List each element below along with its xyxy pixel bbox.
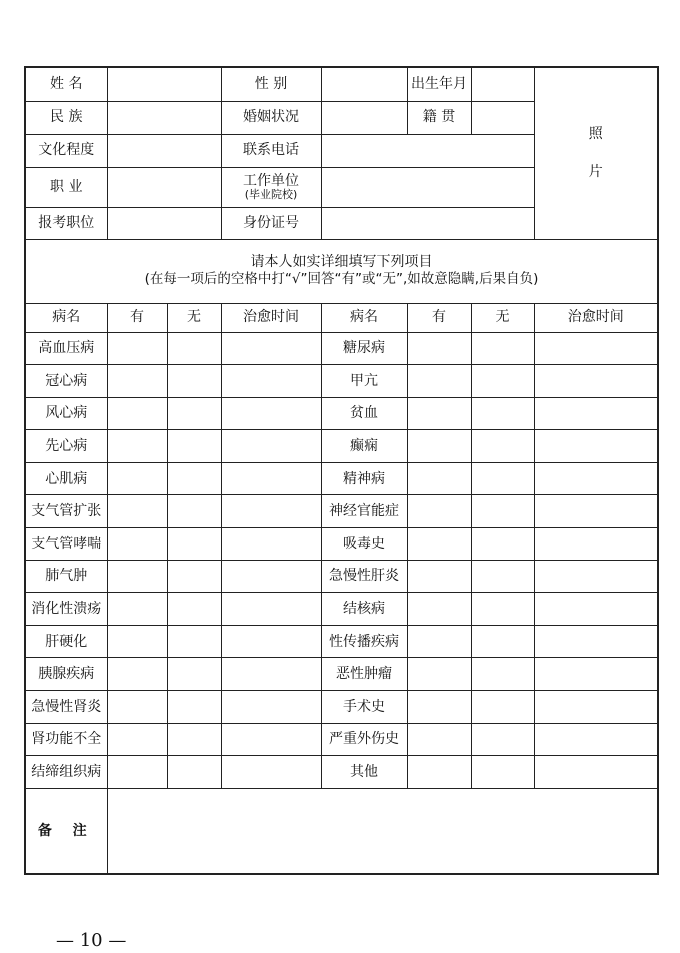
- cured-time-left[interactable]: [221, 495, 321, 528]
- no-checkbox-left[interactable]: [167, 593, 221, 626]
- no-checkbox-left[interactable]: [167, 658, 221, 691]
- cured-time-left[interactable]: [221, 430, 321, 463]
- cured-time-left[interactable]: [221, 365, 321, 398]
- header-yes-right: 有: [407, 303, 471, 332]
- photo-label-1: 照: [588, 126, 603, 143]
- yes-checkbox-right[interactable]: [407, 365, 471, 398]
- disease-name-right: 甲亢: [321, 365, 407, 398]
- cured-time-left[interactable]: [221, 658, 321, 691]
- header-yes-left: 有: [107, 303, 167, 332]
- workplace-sub-label: (毕业院校): [244, 187, 298, 201]
- no-checkbox-right[interactable]: [471, 495, 534, 528]
- yes-checkbox-left[interactable]: [107, 560, 167, 593]
- workplace-field[interactable]: [321, 167, 534, 207]
- no-checkbox-right[interactable]: [471, 691, 534, 724]
- cured-time-right[interactable]: [534, 430, 658, 463]
- education-field[interactable]: [107, 134, 221, 167]
- gender-label: 性 别: [221, 67, 321, 101]
- disease-name-left: 急慢性肾炎: [25, 691, 107, 724]
- disease-name-left: 胰腺疾病: [25, 658, 107, 691]
- yes-checkbox-left[interactable]: [107, 397, 167, 430]
- yes-checkbox-right[interactable]: [407, 756, 471, 789]
- yes-checkbox-right[interactable]: [407, 625, 471, 658]
- cured-time-right[interactable]: [534, 756, 658, 789]
- photo-label-2: 片: [588, 164, 603, 181]
- cured-time-left[interactable]: [221, 593, 321, 626]
- no-checkbox-left[interactable]: [167, 365, 221, 398]
- yes-checkbox-right[interactable]: [407, 462, 471, 495]
- notice: [25, 239, 658, 303]
- position-field[interactable]: [107, 207, 221, 239]
- cured-time-left[interactable]: [221, 625, 321, 658]
- table-row: [25, 462, 658, 495]
- table-row: [25, 691, 658, 724]
- disease-name-right: 手术史: [321, 691, 407, 724]
- disease-name-left: 风心病: [25, 397, 107, 430]
- no-checkbox-right[interactable]: [471, 528, 534, 561]
- workplace-label-text: 工作单位: [243, 172, 299, 189]
- no-checkbox-right[interactable]: [471, 332, 534, 365]
- no-checkbox-left[interactable]: [167, 723, 221, 756]
- table-row: [25, 397, 658, 430]
- no-checkbox-right[interactable]: [471, 397, 534, 430]
- yes-checkbox-right[interactable]: [407, 397, 471, 430]
- ethnicity-field[interactable]: [107, 101, 221, 134]
- yes-checkbox-right[interactable]: [407, 658, 471, 691]
- table-row: [25, 658, 658, 691]
- yes-checkbox-left[interactable]: [107, 625, 167, 658]
- cured-time-right[interactable]: [534, 723, 658, 756]
- yes-checkbox-right[interactable]: [407, 593, 471, 626]
- cured-time-right[interactable]: [534, 560, 658, 593]
- disease-name-left: 支气管哮喘: [25, 528, 107, 561]
- no-checkbox-right[interactable]: [471, 430, 534, 463]
- table-row: [25, 625, 658, 658]
- no-checkbox-right[interactable]: [471, 625, 534, 658]
- disease-name-right: 癫痫: [321, 430, 407, 463]
- table-row: [25, 495, 658, 528]
- no-checkbox-left[interactable]: [167, 560, 221, 593]
- yes-checkbox-right[interactable]: [407, 723, 471, 756]
- disease-name-right: 结核病: [321, 593, 407, 626]
- no-checkbox-right[interactable]: [471, 593, 534, 626]
- cured-time-right[interactable]: [534, 397, 658, 430]
- no-checkbox-left[interactable]: [167, 756, 221, 789]
- cured-time-right[interactable]: [534, 528, 658, 561]
- remarks-label: 备 注: [25, 788, 107, 874]
- no-checkbox-right[interactable]: [471, 723, 534, 756]
- disease-name-right: 神经官能症: [321, 495, 407, 528]
- occupation-field[interactable]: [107, 167, 221, 207]
- position-label: 报考职位: [25, 207, 107, 239]
- origin-field[interactable]: [471, 101, 534, 134]
- marital-field[interactable]: [321, 101, 407, 134]
- no-checkbox-left[interactable]: [167, 430, 221, 463]
- yes-checkbox-left[interactable]: [107, 528, 167, 561]
- id-label: 身份证号: [221, 207, 321, 239]
- disease-name-left: 冠心病: [25, 365, 107, 398]
- header-cured-left: 治愈时间: [221, 303, 321, 332]
- phone-field[interactable]: [321, 134, 534, 167]
- cured-time-left[interactable]: [221, 691, 321, 724]
- cured-time-right[interactable]: [534, 365, 658, 398]
- header-cured-right: 治愈时间: [534, 303, 658, 332]
- disease-name-right: 精神病: [321, 462, 407, 495]
- disease-name-right: 性传播疾病: [321, 625, 407, 658]
- cured-time-right[interactable]: [534, 625, 658, 658]
- disease-name-right: 贫血: [321, 397, 407, 430]
- cured-time-right[interactable]: [534, 593, 658, 626]
- yes-checkbox-left[interactable]: [107, 756, 167, 789]
- yes-checkbox-left[interactable]: [107, 462, 167, 495]
- yes-checkbox-left[interactable]: [107, 430, 167, 463]
- disease-name-right: 糖尿病: [321, 332, 407, 365]
- cured-time-left[interactable]: [221, 756, 321, 789]
- birth-field[interactable]: [471, 67, 534, 101]
- yes-checkbox-right[interactable]: [407, 691, 471, 724]
- disease-name-left: 消化性溃疡: [25, 593, 107, 626]
- cured-time-left[interactable]: [221, 332, 321, 365]
- disease-name-right: 急慢性肝炎: [321, 560, 407, 593]
- cured-time-right[interactable]: [534, 462, 658, 495]
- health-form: [24, 66, 659, 875]
- disease-name-right: 严重外伤史: [321, 723, 407, 756]
- remarks-field[interactable]: [107, 788, 658, 874]
- table-row: [25, 332, 658, 365]
- no-checkbox-right[interactable]: [471, 365, 534, 398]
- birth-label: 出生年月: [407, 67, 471, 101]
- cured-time-left[interactable]: [221, 397, 321, 430]
- gender-field[interactable]: [321, 67, 407, 101]
- no-checkbox-left[interactable]: [167, 691, 221, 724]
- no-checkbox-left[interactable]: [167, 625, 221, 658]
- disease-name-right: 其他: [321, 756, 407, 789]
- workplace-label: [221, 167, 321, 207]
- table-row: [25, 528, 658, 561]
- no-checkbox-right[interactable]: [471, 658, 534, 691]
- notice-subtitle: (在每一项后的空格中打“√”回答“有”或“无”,如故意隐瞒,后果自负): [144, 271, 539, 288]
- cured-time-left[interactable]: [221, 462, 321, 495]
- id-field[interactable]: [321, 207, 534, 239]
- disease-name-left: 心肌病: [25, 462, 107, 495]
- disease-name-left: 肝硬化: [25, 625, 107, 658]
- yes-checkbox-left[interactable]: [107, 691, 167, 724]
- cured-time-left[interactable]: [221, 528, 321, 561]
- header-no-right: 无: [471, 303, 534, 332]
- notice-title: 请本人如实详细填写下列项目: [250, 254, 433, 271]
- table-row: [25, 723, 658, 756]
- disease-name-left: 肾功能不全: [25, 723, 107, 756]
- table-row: [25, 756, 658, 789]
- yes-checkbox-right[interactable]: [407, 560, 471, 593]
- cured-time-right[interactable]: [534, 658, 658, 691]
- table-row: [25, 365, 658, 398]
- no-checkbox-left[interactable]: [167, 332, 221, 365]
- disease-header-row: [25, 303, 658, 332]
- table-row: [25, 593, 658, 626]
- cured-time-left[interactable]: [221, 560, 321, 593]
- yes-checkbox-right[interactable]: [407, 430, 471, 463]
- no-checkbox-left[interactable]: [167, 495, 221, 528]
- table-row: [25, 430, 658, 463]
- yes-checkbox-left[interactable]: [107, 723, 167, 756]
- no-checkbox-right[interactable]: [471, 560, 534, 593]
- yes-checkbox-left[interactable]: [107, 495, 167, 528]
- education-label: 文化程度: [25, 134, 107, 167]
- table-row: [25, 560, 658, 593]
- no-checkbox-left[interactable]: [167, 397, 221, 430]
- page-number: — 10 —: [56, 930, 127, 951]
- phone-label: 联系电话: [221, 134, 321, 167]
- ethnicity-label: 民 族: [25, 101, 107, 134]
- yes-checkbox-left[interactable]: [107, 365, 167, 398]
- occupation-label: 职 业: [25, 167, 107, 207]
- disease-name-left: 结缔组织病: [25, 756, 107, 789]
- cured-time-right[interactable]: [534, 495, 658, 528]
- header-disease-left: 病名: [25, 303, 107, 332]
- header-no-left: 无: [167, 303, 221, 332]
- header-disease-right: 病名: [321, 303, 407, 332]
- no-checkbox-right[interactable]: [471, 462, 534, 495]
- yes-checkbox-right[interactable]: [407, 495, 471, 528]
- disease-name-right: 吸毒史: [321, 528, 407, 561]
- disease-name-right: 恶性肿瘤: [321, 658, 407, 691]
- no-checkbox-left[interactable]: [167, 528, 221, 561]
- disease-name-left: 支气管扩张: [25, 495, 107, 528]
- disease-name-left: 先心病: [25, 430, 107, 463]
- yes-checkbox-right[interactable]: [407, 332, 471, 365]
- name-field[interactable]: [107, 67, 221, 101]
- yes-checkbox-left[interactable]: [107, 593, 167, 626]
- yes-checkbox-left[interactable]: [107, 658, 167, 691]
- photo-area[interactable]: [534, 67, 658, 239]
- cured-time-left[interactable]: [221, 723, 321, 756]
- origin-label: 籍 贯: [407, 101, 471, 134]
- name-label: 姓 名: [25, 67, 107, 101]
- no-checkbox-left[interactable]: [167, 462, 221, 495]
- marital-label: 婚姻状况: [221, 101, 321, 134]
- no-checkbox-right[interactable]: [471, 756, 534, 789]
- cured-time-right[interactable]: [534, 691, 658, 724]
- disease-name-left: 肺气肿: [25, 560, 107, 593]
- yes-checkbox-right[interactable]: [407, 528, 471, 561]
- cured-time-right[interactable]: [534, 332, 658, 365]
- disease-name-left: 高血压病: [25, 332, 107, 365]
- yes-checkbox-left[interactable]: [107, 332, 167, 365]
